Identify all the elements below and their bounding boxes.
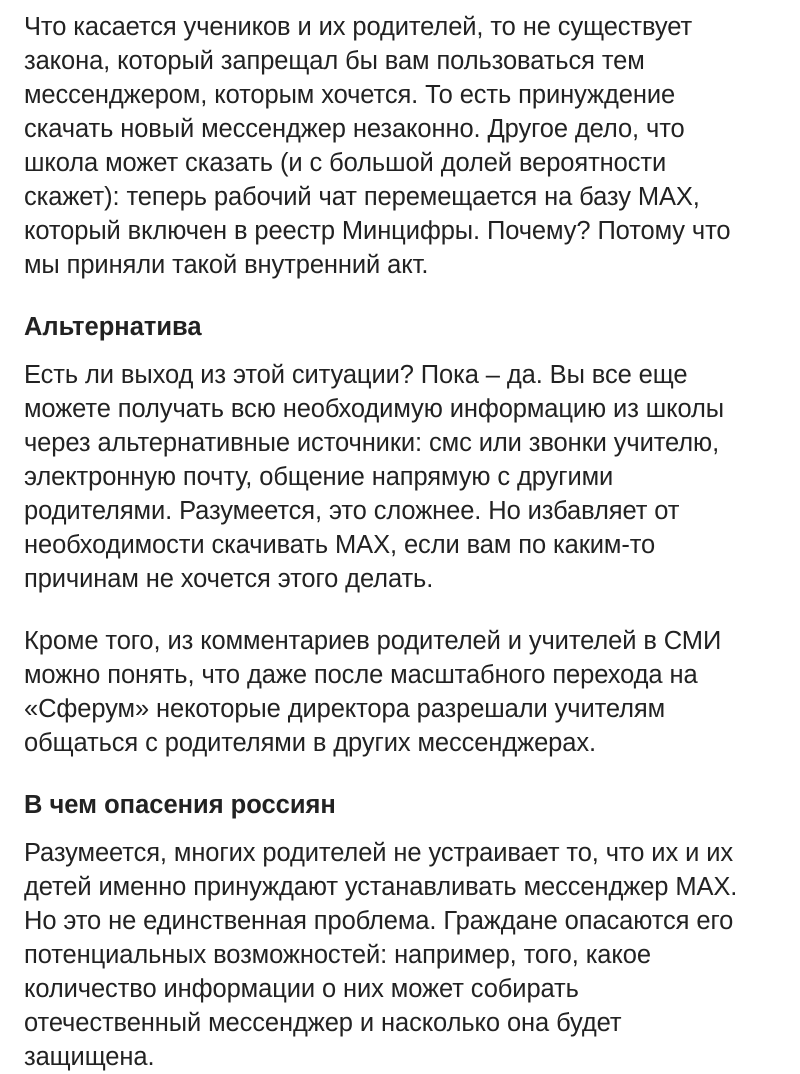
text-line: электронную почту, общение напрямую с другими bbox=[24, 463, 614, 491]
text-line: скачать новый мессенджер незаконно. Другое дело, что bbox=[24, 115, 685, 143]
text-line: родителями. Разумеется, это сложнее. Но избавляет от bbox=[24, 497, 680, 525]
text-line: общаться с родителями в других мессенджерах. bbox=[24, 729, 596, 757]
paragraph-concerns bbox=[24, 836, 776, 1074]
paragraph-alternative-options bbox=[24, 358, 776, 596]
text-line: Есть ли выход из этой ситуации? Пока – да. Вы все еще bbox=[24, 361, 688, 389]
text-line: школа может сказать (и с большой долей вероятности bbox=[24, 149, 667, 177]
paragraph-legal-status bbox=[24, 10, 776, 282]
text-line: скажет): теперь рабочий чат перемещается на базу MAX, bbox=[24, 183, 700, 211]
text-line: закона, который запрещал бы вам пользоваться тем bbox=[24, 47, 645, 75]
text-line: Кроме того, из комментариев родителей и учителей в СМИ bbox=[24, 627, 722, 655]
text-line: мессенджером, которым хочется. То есть принуждение bbox=[24, 81, 676, 109]
paragraph-teacher-comments bbox=[24, 624, 776, 760]
text-line: мы приняли такой внутренний акт. bbox=[24, 251, 429, 279]
section-heading-alternative: Альтернатива bbox=[24, 313, 202, 341]
text-line: Что касается учеников и их родителей, то не существует bbox=[24, 13, 693, 41]
text-line: защищена. bbox=[24, 1043, 155, 1071]
text-line: причинам не хочется этого делать. bbox=[24, 565, 434, 593]
text-line: необходимости скачивать MAX, если вам по каким-то bbox=[24, 531, 656, 559]
text-line: можете получать всю необходимую информацию из школы bbox=[24, 395, 724, 423]
text-line: Но это не единственная проблема. Граждане опасаются его bbox=[24, 907, 734, 935]
text-line: Разумеется, многих родителей не устраивает то, что их и их bbox=[24, 839, 733, 867]
text-line: отечественный мессенджер и насколько она будет bbox=[24, 1009, 622, 1037]
text-line: можно понять, что даже после масштабного перехода на bbox=[24, 661, 698, 689]
text-line: который включен в реестр Минцифры. Почему? Потому что bbox=[24, 217, 731, 245]
text-line: через альтернативные источники: смс или звонки учителю, bbox=[24, 429, 720, 457]
text-line: количество информации о них может собирать bbox=[24, 975, 579, 1003]
text-line: «Сферум» некоторые директора разрешали учителям bbox=[24, 695, 666, 723]
text-line: потенциальных возможностей: например, того, какое bbox=[24, 941, 651, 969]
text-line: детей именно принуждают устанавливать мессенджер MAX. bbox=[24, 873, 738, 901]
section-heading-concerns: В чем опасения россиян bbox=[24, 791, 336, 819]
